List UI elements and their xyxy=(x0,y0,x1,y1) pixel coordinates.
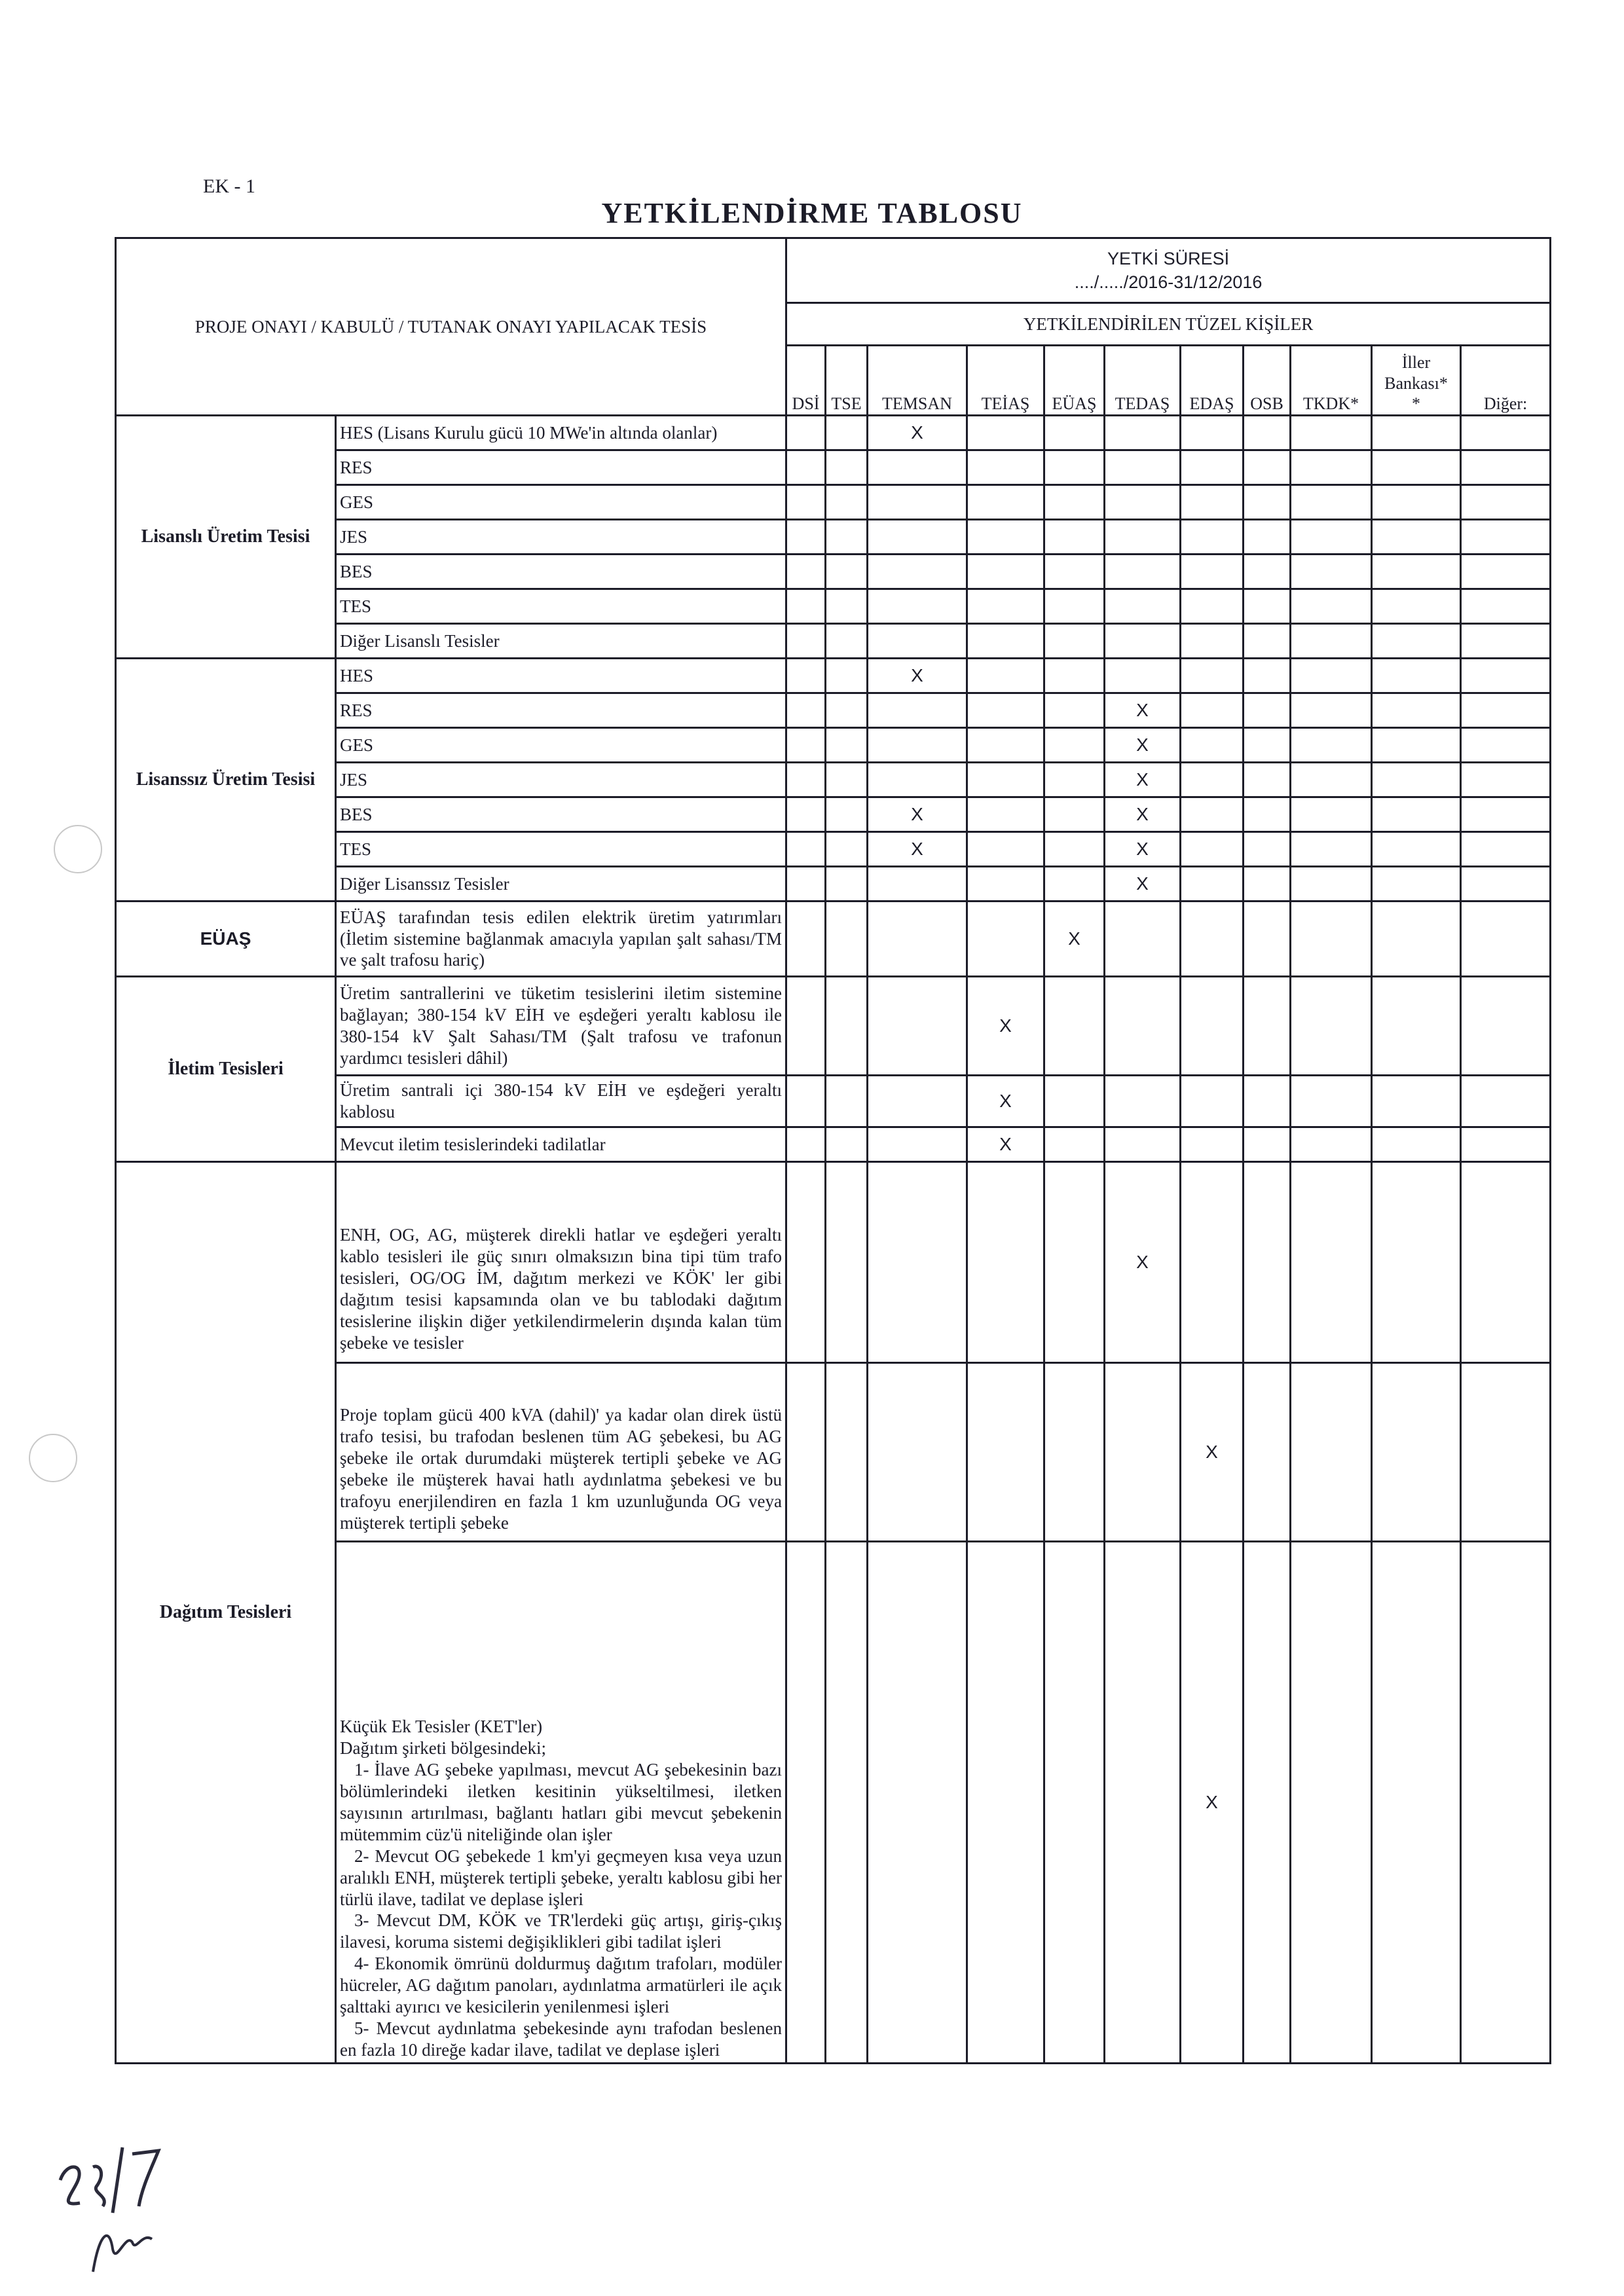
org-diger: Diğer: xyxy=(1461,346,1551,416)
org-iller-bankasi: İller Bankası* * xyxy=(1372,346,1461,416)
mark-cell: X xyxy=(1105,832,1181,867)
mark-cell: X xyxy=(1105,1162,1181,1363)
org-dsi: DSİ xyxy=(786,346,826,416)
row-label: Üretim santrallerini ve tüketim tesislerini iletim sistemine bağlayan; 380-154 kV EİH ve eşdeğeri yeraltı kablosu ile 380-154 kV Şalt Sahası/TM (Şalt trafosu ve trafonun yardımcı tesisleri dâhil) xyxy=(336,977,786,1076)
mark-cell: X xyxy=(967,977,1044,1076)
ket-item: 2- Mevcut OG şebekede 1 km'yi geçmeyen kısa veya uzun aralıklı ENH, müşterek tertipli şebeke, yeraltı kablosu gibi her türlü ilave, tadilat ve deplase işleri xyxy=(340,1846,782,1909)
row-label: BES xyxy=(336,797,786,832)
row-label: Diğer Lisanssız Tesisler xyxy=(336,867,786,902)
ket-item: 4- Ekonomik ömrünü doldurmuş dağıtım trafoları, modüler hücreler, AG dağıtım panoları, aydınlatma armatürleri ile açık şalttaki ayırıcı ve kesicilerin yenilenmesi işleri xyxy=(340,1954,782,2017)
authorization-table xyxy=(115,237,1551,2064)
page-title: YETKİLENDİRME TABLOSU xyxy=(601,197,1023,229)
ket-item: 1- İlave AG şebeke yapılması, mevcut AG şebekesinin bazı bölümlerindeki iletken kesitinin yükseltilmesi, iletken sayısının artırılması, bağlantı hatları gibi mevcut şebekenin mütemmim cüz'ü niteliğinde olan işler xyxy=(340,1759,782,1844)
row-label: JES xyxy=(336,520,786,555)
annex-label: EK - 1 xyxy=(203,175,255,197)
mark-cell: X xyxy=(868,659,967,693)
row-label: HES (Lisans Kurulu gücü 10 MWe'in altında olanlar) xyxy=(336,416,786,450)
org-teias: TEİAŞ xyxy=(967,346,1044,416)
row-label: HES xyxy=(336,659,786,693)
row-label: EÜAŞ tarafından tesis edilen elektrik üretim yatırımları (İletim sistemine bağlanmak amacıyla yapılan şalt sahası/TM ve şalt trafosu hariç) xyxy=(336,902,786,977)
period-value: ..../...../2016-31/12/2016 xyxy=(1074,272,1263,292)
handwritten-signature xyxy=(47,2134,165,2285)
row-label: BES xyxy=(336,555,786,589)
row-label: Mevcut iletim tesislerindeki tadilatlar xyxy=(336,1127,786,1162)
period-header xyxy=(786,238,1551,303)
table-row xyxy=(116,1162,1551,1363)
row-label: GES xyxy=(336,485,786,520)
period-label: YETKİ SÜRESİ xyxy=(1107,248,1230,268)
org-tedas: TEDAŞ xyxy=(1105,346,1181,416)
table-row xyxy=(116,416,1551,450)
row-label: TES xyxy=(336,832,786,867)
category-iletim: İletim Tesisleri xyxy=(116,977,336,1162)
category-lisanssiz: Lisanssız Üretim Tesisi xyxy=(116,659,336,902)
mark-cell: X xyxy=(967,1076,1044,1127)
row-label: Diğer Lisanslı Tesisler xyxy=(336,624,786,659)
category-lisansli: Lisanslı Üretim Tesisi xyxy=(116,416,336,659)
tesis-column-header: PROJE ONAYI / KABULÜ / TUTANAK ONAYI YAPILACAK TESİS xyxy=(116,238,786,416)
mark-cell: X xyxy=(1181,1542,1244,2064)
header-row-period xyxy=(116,238,1551,303)
row-label: ENH, OG, AG, müşterek direkli hatlar ve eşdeğeri yeraltı kablo tesisleri ile güç sınırı olmaksızın bina tipi tüm trafo tesisleri, OG/OG İM, dağıtım merkezi ve KÖK' ler gibi dağıtım tesisi kapsamında olan ve bu tablodaki dağıtım tesislerine ilişkin diğer yetkilendirmelerin dışında kalan tüm şebeke ve tesisler xyxy=(336,1162,786,1363)
mark-cell: X xyxy=(1044,902,1105,977)
ket-title: Küçük Ek Tesisler (KET'ler) xyxy=(340,1717,543,1736)
category-dagitim: Dağıtım Tesisleri xyxy=(116,1162,336,2064)
punch-hole xyxy=(54,825,102,873)
mark-cell: X xyxy=(1105,728,1181,763)
row-label: RES xyxy=(336,693,786,728)
ket-item: 3- Mevcut DM, KÖK ve TR'lerdeki güç artışı, giriş-çıkış ilavesi, koruma sistemi değişiklikleri gibi tadilat işleri xyxy=(340,1910,782,1952)
mark-cell: X xyxy=(868,797,967,832)
mark-cell: X xyxy=(868,832,967,867)
category-euas: EÜAŞ xyxy=(116,902,336,977)
mark-cell: X xyxy=(1105,693,1181,728)
ket-item: 5- Mevcut aydınlatma şebekesinde aynı trafodan beslenen en fazla 10 direğe kadar ilave, tadilat ve deplase işleri xyxy=(340,2018,782,2060)
row-label-ket xyxy=(336,1542,786,2064)
org-edas: EDAŞ xyxy=(1181,346,1244,416)
row-label: TES xyxy=(336,589,786,624)
org-euas: EÜAŞ xyxy=(1044,346,1105,416)
org-temsan: TEMSAN xyxy=(868,346,967,416)
mark-cell: X xyxy=(967,1127,1044,1162)
table-row xyxy=(116,902,1551,977)
row-label: Üretim santrali içi 380-154 kV EİH ve eşdeğeri yeraltı kablosu xyxy=(336,1076,786,1127)
ket-intro: Dağıtım şirketi bölgesindeki; xyxy=(340,1738,546,1758)
row-label: RES xyxy=(336,450,786,485)
punch-hole xyxy=(29,1434,77,1482)
mark-cell: X xyxy=(1105,797,1181,832)
row-label: JES xyxy=(336,763,786,797)
mark-cell: X xyxy=(868,416,967,450)
org-tse: TSE xyxy=(826,346,868,416)
row-label: GES xyxy=(336,728,786,763)
table-row xyxy=(116,659,1551,693)
mark-cell: X xyxy=(1105,867,1181,902)
table-row xyxy=(116,977,1551,1076)
row-label: Proje toplam gücü 400 kVA (dahil)' ya kadar olan direk üstü trafo tesisi, bu trafodan beslenen tüm AG şebekesi, bu AG şebeke ile ortak durumdaki müşterek tertipli şebeke ve AG şebeke ile müşterek havai hatlı aydınlatma şebekesi ve bu trafoyu enerjilendiren en fazla 1 km uzunluğunda OG veya müşterek tertipli şebeke xyxy=(336,1363,786,1542)
entities-header: YETKİLENDİRİLEN TÜZEL KİŞİLER xyxy=(786,303,1551,346)
org-osb: OSB xyxy=(1244,346,1291,416)
org-tkdk: TKDK* xyxy=(1291,346,1372,416)
mark-cell: X xyxy=(1105,763,1181,797)
mark-cell: X xyxy=(1181,1363,1244,1542)
